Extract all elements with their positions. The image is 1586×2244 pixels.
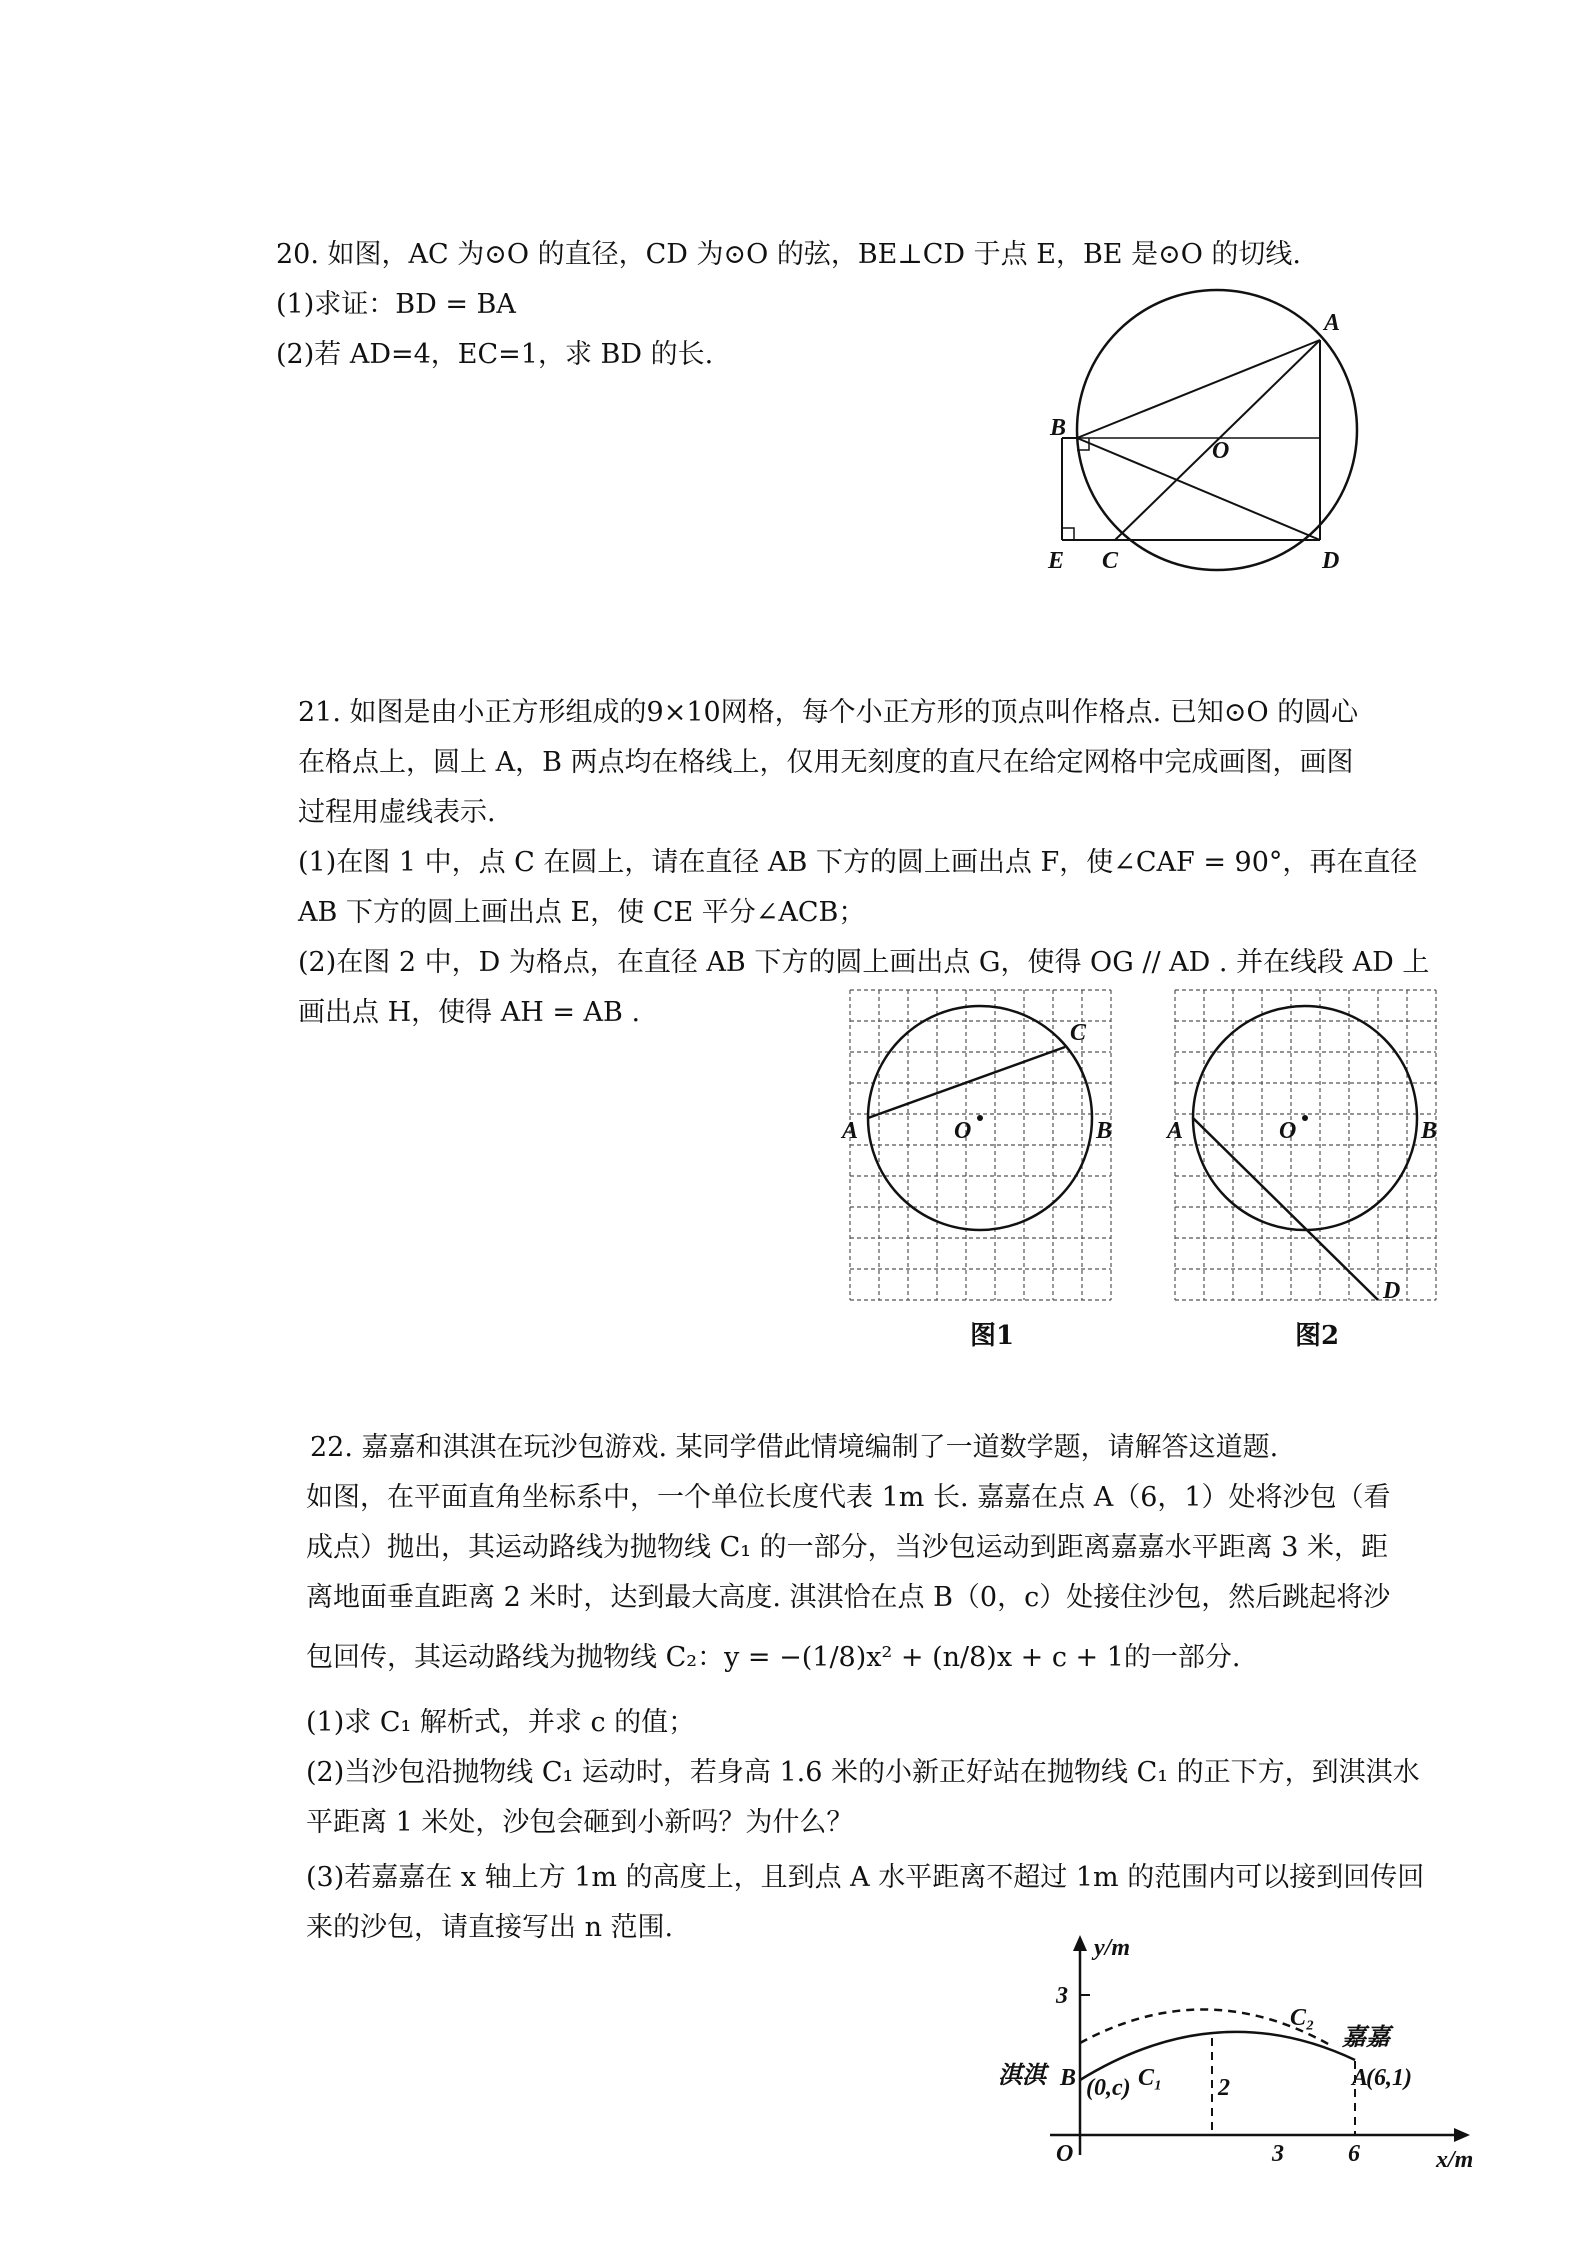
q20-figure bbox=[1040, 300, 1380, 590]
q22-label-B: B bbox=[1060, 2065, 1077, 2091]
q22-origin: O bbox=[1056, 2141, 1074, 2167]
q21-fig1-label-C: C bbox=[1070, 1020, 1087, 1046]
q22-part2b: 平距离 1 米处，沙包会砸到小新吗？为什么？ bbox=[306, 1807, 854, 1838]
q22-label-A: A bbox=[1352, 2065, 1369, 2091]
q22-label-b-coord: (0,c) bbox=[1086, 2075, 1131, 2101]
q22-curve-c1 bbox=[1080, 2032, 1355, 2080]
q22-x-tick-6: 6 bbox=[1348, 2141, 1360, 2167]
q21-fig1-label-A: A bbox=[842, 1118, 859, 1144]
q22-line1: 22. 嘉嘉和淇淇在玩沙包游戏. 某同学借此情境编制了一道数学题，请解答这道题. bbox=[310, 1432, 1279, 1463]
q22-y-label: y/m bbox=[1094, 1935, 1130, 1961]
q21-figure2 bbox=[1167, 990, 1465, 1310]
q22-part2a: (2)当沙包沿抛物线 C₁ 运动时，若身高 1.6 米的小新正好站在抛物线 C₁ 的正下方，到淇淇水 bbox=[306, 1757, 1420, 1788]
q21-line4: (1)在图 1 中，点 C 在圆上，请在直径 AB 下方的圆上画出点 F，使∠CAF = 90°，再在直径 bbox=[298, 847, 1418, 878]
q21-fig2-center bbox=[1302, 1115, 1308, 1121]
q20-label-A: A bbox=[1324, 310, 1341, 336]
q21-figure1 bbox=[842, 990, 1140, 1310]
q21-fig2-label-B: B bbox=[1421, 1118, 1438, 1144]
q21-line7: 画出点 H，使得 AH = AB . bbox=[298, 997, 641, 1028]
q22-graph bbox=[990, 1935, 1490, 2175]
q20-part2: (2)若 AD=4，EC=1，求 BD 的长. bbox=[276, 339, 714, 370]
q22-y-arrow bbox=[1073, 1935, 1087, 1951]
q21-fig2-label-A: A bbox=[1167, 1118, 1184, 1144]
q21-fig1-label-O: O bbox=[954, 1118, 972, 1144]
q21-line2: 在格点上，圆上 A，B 两点均在格线上，仅用无刻度的直尺在给定网格中完成画图，画图 bbox=[298, 747, 1354, 778]
q21-line3: 过程用虚线表示. bbox=[298, 797, 496, 828]
q20-circle bbox=[1077, 290, 1357, 570]
q21-fig2-label-D: D bbox=[1383, 1278, 1401, 1304]
q21-fig1-center bbox=[977, 1115, 983, 1121]
q22-part3a: (3)若嘉嘉在 x 轴上方 1m 的高度上，且到点 A 水平距离不超过 1m 的范围内可以接到回传回 bbox=[306, 1862, 1425, 1893]
q22-line4: 离地面垂直距离 2 米时，达到最大高度. 淇淇恰在点 B（0，c）处接住沙包，然后跳起将沙 bbox=[306, 1582, 1391, 1613]
q20-label-D: D bbox=[1322, 548, 1340, 574]
q20-label-E: E bbox=[1048, 548, 1065, 574]
q20-right-angle-E bbox=[1062, 528, 1074, 540]
q21-fig2-grid bbox=[1175, 990, 1436, 1300]
q21-fig2-label-O: O bbox=[1279, 1118, 1297, 1144]
q20-line-BA bbox=[1077, 340, 1320, 438]
q22-label-c1: C₁ bbox=[1138, 2065, 1163, 2091]
q22-part3b: 来的沙包，请直接写出 n 范围. bbox=[306, 1912, 674, 1943]
q21-fig1-label-B: B bbox=[1096, 1118, 1113, 1144]
q20-label-O: O bbox=[1212, 438, 1230, 464]
q20-label-C: C bbox=[1102, 548, 1119, 574]
q21-fig2-caption: 图2 bbox=[1295, 1321, 1340, 1351]
q21-line5: AB 下方的圆上画出点 E，使 CE 平分∠ACB； bbox=[298, 897, 866, 928]
q22-x-tick-3: 3 bbox=[1272, 2141, 1284, 2167]
q22-x-label: x/m bbox=[1436, 2147, 1474, 2173]
q22-label-jiajia: 嘉嘉 bbox=[1342, 2025, 1390, 2051]
q20-part1: (1)求证：BD = BA bbox=[276, 289, 516, 320]
q22-label-a-coord: (6,1) bbox=[1366, 2065, 1412, 2091]
q20-label-B: B bbox=[1050, 415, 1067, 441]
q22-part1: (1)求 C₁ 解析式，并求 c 的值； bbox=[306, 1707, 696, 1738]
q22-line5: 包回传，其运动路线为抛物线 C₂：y = −(1/8)x² + (n/8)x + c + 1的一部分. bbox=[306, 1642, 1241, 1673]
q22-x-arrow bbox=[1454, 2128, 1470, 2142]
q21-line1: 21. 如图是由小正方形组成的9×10网格，每个小正方形的顶点叫作格点. 已知⊙O 的圆心 bbox=[298, 697, 1359, 728]
q21-fig1-caption: 图1 bbox=[970, 1321, 1015, 1351]
q22-label-qiqi: 淇淇 bbox=[998, 2063, 1046, 2089]
q20-stem: 20. 如图，AC 为⊙O 的直径，CD 为⊙O 的弦，BE⊥CD 于点 E，BE 是⊙O 的切线. bbox=[276, 239, 1302, 270]
q22-label-2: 2 bbox=[1218, 2075, 1230, 2101]
q22-line3: 成点）抛出，其运动路线为抛物线 C₁ 的一部分，当沙包运动到距离嘉嘉水平距离 3 米，距 bbox=[306, 1532, 1388, 1563]
q22-y-tick-label: 3 bbox=[1056, 1983, 1068, 2009]
q22-label-c2: C₂ bbox=[1290, 2005, 1315, 2031]
q21-line6: (2)在图 2 中，D 为格点，在直径 AB 下方的圆上画出点 G，使得 OG // AD . 并在线段 AD 上 bbox=[298, 947, 1430, 978]
q22-line2: 如图，在平面直角坐标系中，一个单位长度代表 1m 长. 嘉嘉在点 A（6，1）处将沙包（看 bbox=[306, 1482, 1391, 1513]
